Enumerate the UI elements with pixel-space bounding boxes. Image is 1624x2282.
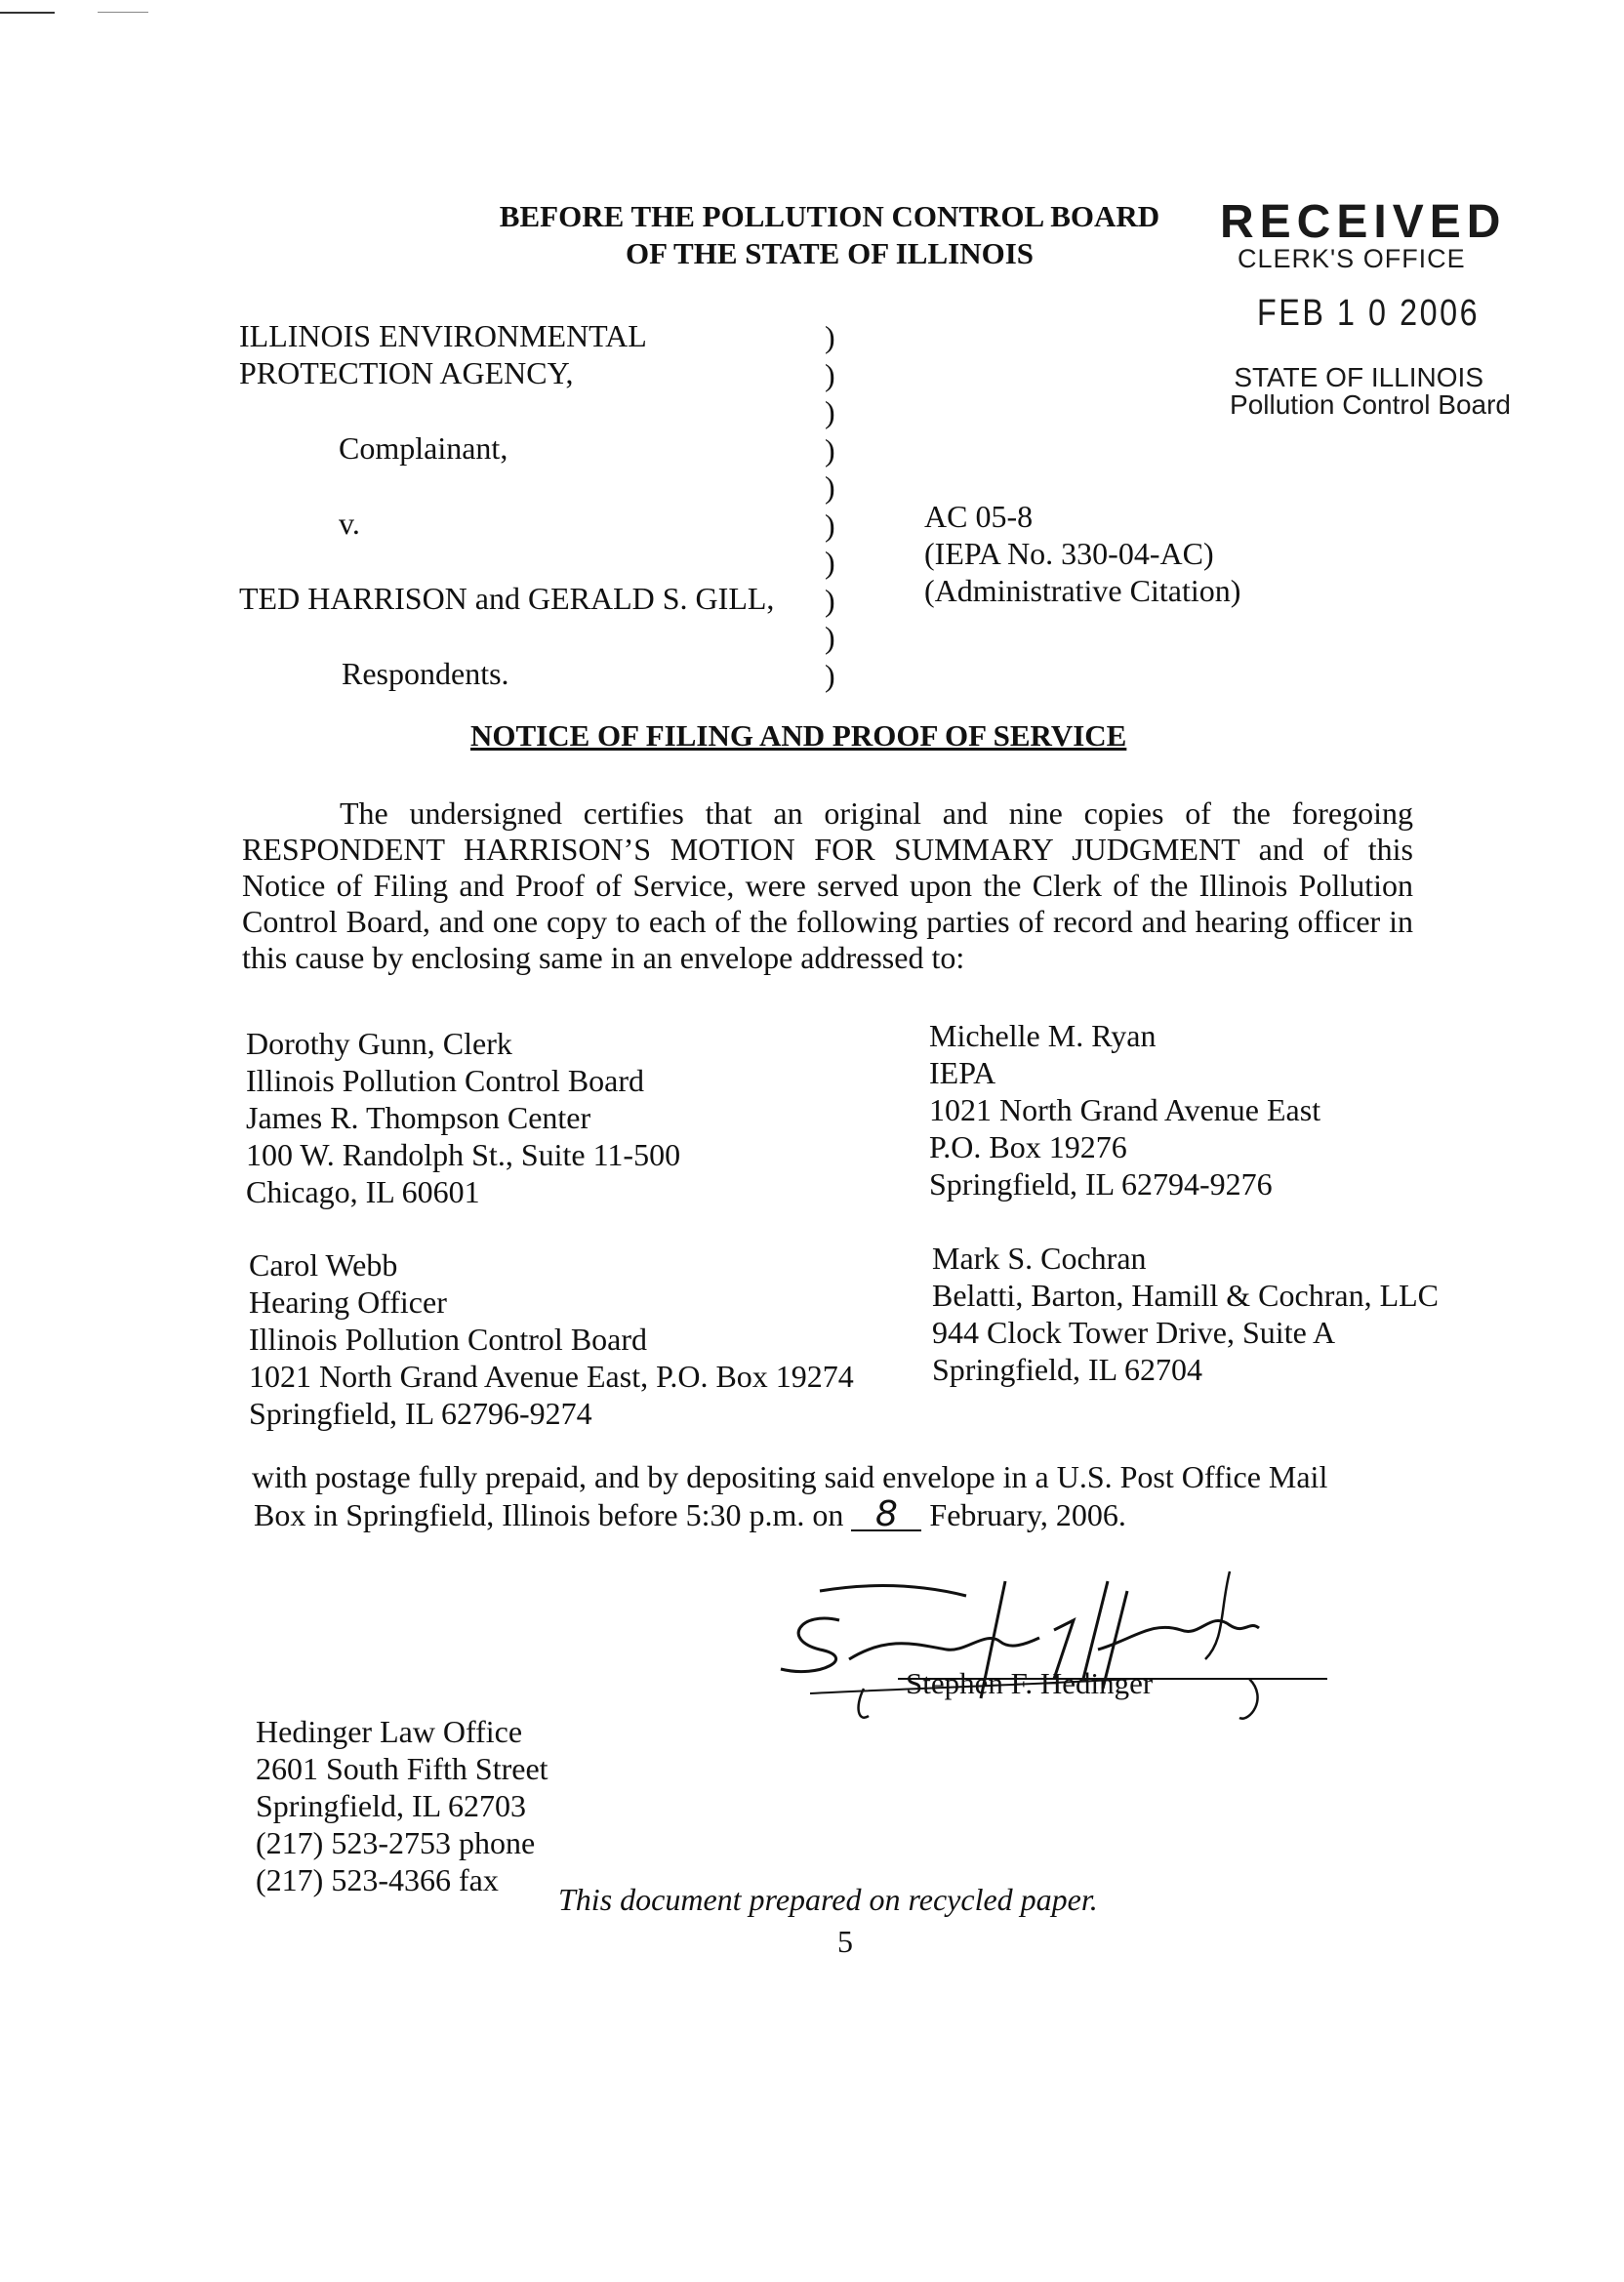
caption-parenthesis: ) — [825, 469, 835, 505]
caption-parenthesis: ) — [825, 356, 835, 392]
received-stamp — [1200, 195, 1522, 429]
case-type: (Administrative Citation) — [924, 573, 1241, 608]
caption-respondents-names: TED HARRISON and GERALD S. GILL, — [239, 581, 775, 616]
notice-title: NOTICE OF FILING AND PROOF OF SERVICE — [470, 718, 1127, 753]
stamp-date: FEB 1 0 2006 — [1257, 293, 1481, 334]
address-line: Michelle M. Ryan — [929, 1018, 1157, 1053]
closing-line-1: with postage fully prepaid, and by depositing said envelope in a U.S. Post Office Mail — [252, 1459, 1328, 1494]
address-line: Chicago, IL 60601 — [246, 1174, 480, 1209]
office-line: Springfield, IL 62703 — [256, 1788, 526, 1823]
address-line: Springfield, IL 62794-9276 — [929, 1166, 1273, 1202]
caption-parenthesis: ) — [825, 394, 835, 429]
closing-text-end: February, 2006. — [929, 1497, 1126, 1532]
address-line: 944 Clock Tower Drive, Suite A — [932, 1315, 1336, 1350]
office-line: 2601 South Fifth Street — [256, 1751, 548, 1786]
stamp-state-text: STATE OF ILLINOIS — [1234, 362, 1483, 392]
address-line: Springfield, IL 62704 — [932, 1352, 1202, 1387]
scan-artifact-line — [98, 12, 148, 13]
caption-parenthesis: ) — [825, 431, 835, 468]
address-block-gunn — [246, 1025, 680, 1210]
scan-artifact-line — [0, 12, 55, 14]
caption-complainant-name2: PROTECTION AGENCY, — [239, 355, 574, 390]
office-line: Hedinger Law Office — [256, 1714, 523, 1749]
caption-parenthesis: ) — [825, 545, 835, 580]
address-line: Mark S. Cochran — [932, 1241, 1147, 1276]
court-header — [459, 198, 1200, 272]
recycled-paper-note: This document prepared on recycled paper. — [558, 1882, 1098, 1917]
court-header-line2: OF THE STATE OF ILLINOIS — [625, 236, 1035, 270]
address-line: Dorothy Gunn, Clerk — [246, 1026, 512, 1061]
caption-versus: v. — [339, 506, 360, 541]
handwritten-day: 8 — [851, 1500, 921, 1531]
closing-text-start: Box in Springfield, Illinois before 5:30 p.m. on — [254, 1497, 844, 1532]
caption-parenthesis-column — [825, 318, 835, 694]
address-line: Belatti, Barton, Hamill & Cochran, LLC — [932, 1278, 1440, 1313]
address-line: Hearing Officer — [249, 1284, 447, 1320]
law-office-block — [256, 1713, 548, 1898]
caption-parenthesis: ) — [825, 620, 835, 655]
caption-parenthesis: ) — [825, 319, 835, 354]
certification-paragraph: The undersigned certifies that an original and nine copies of the foregoing RESPONDENT HARRISON’S MOTION FOR SUMMARY JUDGMENT and of this Notice of Filing and Proof of Service, were served upon the Clerk of the Illinois Pollution Control Board, and one copy to each of the following parties of record and hearing officer in this cause by enclosing same in an envelope addressed to: — [242, 795, 1413, 975]
address-line: P.O. Box 19276 — [929, 1129, 1127, 1164]
office-line: (217) 523-4366 fax — [256, 1862, 499, 1897]
caption-complainant-name1: ILLINOIS ENVIRONMENTAL — [239, 318, 647, 353]
office-line: (217) 523-2753 phone — [256, 1825, 536, 1860]
caption-parenthesis: ) — [825, 507, 835, 543]
page-number: 5 — [837, 1924, 853, 1959]
case-number: AC 05-8 — [924, 499, 1034, 534]
address-line: 100 W. Randolph St., Suite 11-500 — [246, 1137, 681, 1172]
stamp-received-text: RECEIVED — [1220, 196, 1507, 248]
address-block-cochran — [932, 1240, 1439, 1388]
iepa-number: (IEPA No. 330-04-AC) — [924, 536, 1214, 571]
address-line: 1021 North Grand Avenue East — [929, 1092, 1321, 1127]
address-block-webb — [249, 1246, 854, 1432]
caption-complainant-label: Complainant, — [339, 430, 508, 466]
address-line: IEPA — [929, 1055, 996, 1090]
address-line: Illinois Pollution Control Board — [246, 1063, 645, 1098]
address-line: Carol Webb — [249, 1247, 398, 1283]
address-line: Springfield, IL 62796-9274 — [249, 1396, 592, 1431]
address-block-ryan — [929, 1017, 1320, 1202]
address-line: James R. Thompson Center — [246, 1100, 591, 1135]
caption-parenthesis: ) — [825, 582, 835, 618]
caption-parenthesis: ) — [825, 657, 835, 693]
stamp-board-text: Pollution Control Board — [1230, 389, 1511, 420]
closing-line-2 — [254, 1496, 1126, 1533]
address-line: 1021 North Grand Avenue East, P.O. Box 19274 — [249, 1359, 854, 1394]
caption-respondents-label: Respondents. — [342, 656, 509, 691]
address-line: Illinois Pollution Control Board — [249, 1322, 648, 1357]
court-header-line1: BEFORE THE POLLUTION CONTROL BOARD — [499, 199, 1160, 233]
signer-name: Stephen F. Hedinger — [906, 1666, 1154, 1700]
stamp-office-text: CLERK'S OFFICE — [1238, 244, 1466, 273]
